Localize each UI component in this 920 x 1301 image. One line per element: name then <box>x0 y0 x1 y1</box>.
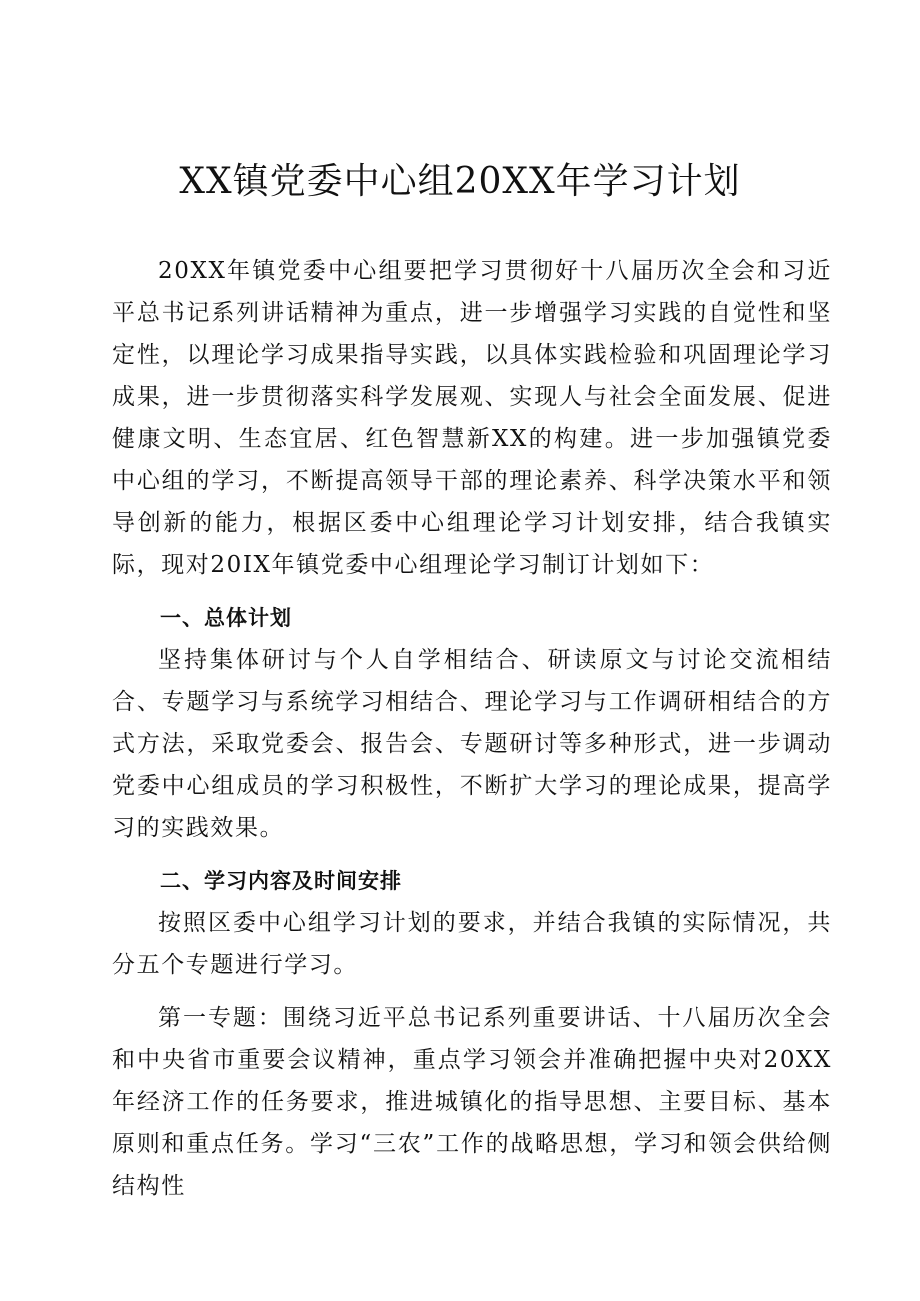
content-schedule-paragraph: 按照区委中心组学习计划的要求，并结合我镇的实际情况，共分五个专题进行学习。 <box>112 910 832 978</box>
topic-one-paragraph: 第一专题：围绕习近平总书记系列重要讲话、十八届历次全会和中央省市重要会议精神，重点学习领会并准确把握中央对20XX年经济工作的任务要求，推进城镇化的指导思想、主要目标、基本原则和重点任务。学习“三农”工作的战略思想，学习和领会供给侧结构性 <box>112 1005 832 1199</box>
section-heading-content-schedule: 二、学习内容及时间安排 <box>160 869 402 893</box>
document-title: XX镇党委中心组20XX年学习计划 <box>179 161 741 202</box>
document-body <box>112 250 832 1207</box>
overall-plan-paragraph: 坚持集体研讨与个人自学相结合、研读原文与讨论交流相结合、专题学习与系统学习相结合、理论学习与工作调研相结合的方式方法，采取党委会、报告会、专题研讨等多种形式，进一步调动党委中心组成员的学习积极性，不断扩大学习的理论成果，提高学习的实践效果。 <box>112 647 832 841</box>
intro-paragraph: 20XX年镇党委中心组要把学习贯彻好十八届历次全会和习近平总书记系列讲话精神为重点，进一步增强学习实践的自觉性和坚定性，以理论学习成果指导实践，以具体实践检验和巩固理论学习成果，进一步贯彻落实科学发展观、实现人与社会全面发展、促进健康文明、生态宜居、红色智慧新XX的构建。进一步加强镇党委中心组的学习，不断提高领导干部的理论素养、科学决策水平和领导创新的能力，根据区委中心组理论学习计划安排，结合我镇实际，现对20IX年镇党委中心组理论学习制订计划如下： <box>112 258 832 578</box>
section-heading-overall-plan: 一、总体计划 <box>160 606 292 630</box>
